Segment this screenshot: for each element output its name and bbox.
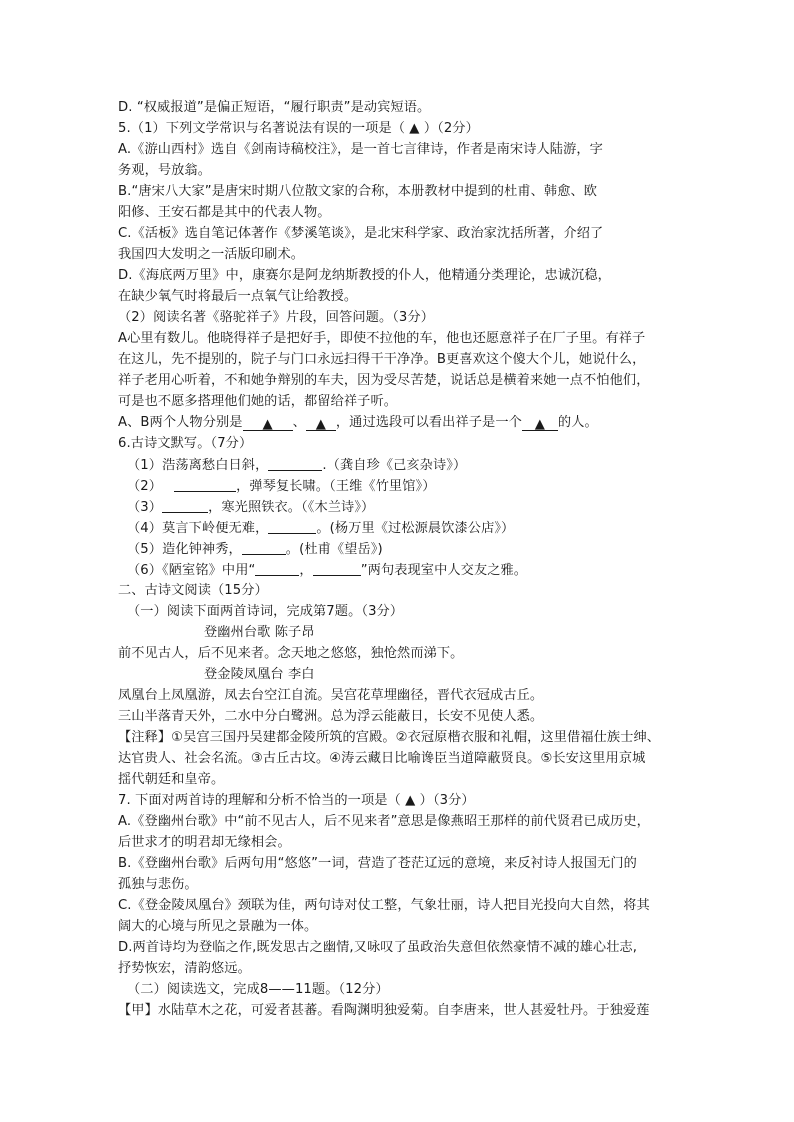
poem-2-text: 三山半落青天外，二水中分白鹭洲。总为浮云能蔽日，长安不见使人悉。: [118, 709, 544, 724]
q6-item-3: [127, 497, 374, 518]
poem-notes: 揺代朝廷和皇帝。: [118, 772, 225, 787]
poem-1-title: 登幽州台歌 陈子昂: [204, 625, 315, 640]
q7-option-c-cont: 阔大的心境与所见之景融为一体。: [118, 919, 318, 934]
q5-fill-separator: 、: [292, 415, 306, 430]
q7-option-d: D.两首诗均为登临之作,既发思古之幽情,又咏叹了虽政治失意但依然豪情不减的雄心壮志,: [118, 940, 638, 955]
section-2-part1-stem: （一）阅读下面两首诗词，完成第7题。（3分）: [127, 604, 404, 619]
q6-item-5-suffix: 。(杜甫《望岳》): [285, 542, 383, 557]
q7-option-b-cont: 孤独与悲伤。: [118, 877, 198, 892]
q5-fill-prefix: A、B两个人物分别是: [118, 415, 243, 430]
q5-fill-suffix: 的人。: [557, 415, 598, 430]
q5-fill-question: [118, 413, 598, 433]
passage-jia-line: 【甲】水陆草木之花，可爱者甚蕃。看陶渊明独爱菊。自李唐来，世人甚爱牡丹。于独爱莲: [118, 1003, 650, 1018]
answer-blank[interactable]: [255, 560, 299, 576]
poem-notes: 【注释】①吴宫三国丹吴建都金陵所筑的宫殿。②衣冠原楷衣服和礼帽，这里借福仕族士绅、: [118, 730, 661, 745]
q6-item-4: [127, 518, 514, 539]
answer-blank[interactable]: [268, 455, 322, 471]
answer-blank[interactable]: [268, 518, 316, 534]
q5-fill-middle: ，通过选段可以看出祥子是一个: [335, 415, 522, 430]
q6-item-2-suffix: ，弹琴复长啸。（王维《竹里馆》）: [236, 479, 436, 494]
section-2-title: 二、古诗文阅读（15分）: [118, 583, 268, 598]
q6-item-6-suffix: ”两句表现室中人交友之雅。: [360, 563, 528, 578]
q7-option-b: B.《登幽州台歌》后两句用“悠悠”一词，营造了苍茫辽远的意境，来反衬诗人报国无门的: [118, 856, 637, 871]
q5-excerpt-line: 在这儿，先不提别的，院子与门口永远扫得干干净净。B更喜欢这个傻大个儿，她说什么，: [118, 352, 646, 367]
q6-item-4-suffix: 。(杨万里《过松源晨饮漆公店》）: [316, 521, 515, 536]
q7-option-d-cont: 抒势恢宏，清韵悠远。: [118, 961, 251, 976]
answer-blank[interactable]: ▲: [306, 415, 336, 431]
poem-2-title: 登金陵凤凰台 李白: [204, 667, 315, 682]
q6-item-3-prefix: （3）: [127, 500, 163, 515]
q6-item-1: [127, 455, 466, 476]
answer-blank[interactable]: [242, 539, 286, 555]
q5-option-b-cont: 阳修、王安石都是其中的代表人物。: [118, 205, 331, 220]
q6-item-6: [127, 560, 527, 581]
q5-option-c: C.《活板》选自笔记体著作《梦溪笔谈》，是北宋科学家、政治家沈括所著，介绍了: [118, 226, 604, 241]
q5-excerpt-line: 可是也不愿多搭理他们她的话，都留给祥子听。: [118, 394, 398, 409]
q5-option-d-cont: 在缺少氧气时将最后一点氧气让给教授。: [118, 289, 358, 304]
q6-item-4-prefix: （4）莫言下岭便无难，: [127, 521, 269, 536]
q6-item-2: [127, 476, 435, 497]
q6-item-6-separator: ，: [299, 563, 313, 578]
poem-notes: 达官贵人、社会名流。③古丘古坟。④涛云藏日比喻谗臣当道障蔽贤良。⑤长安这里用京城: [118, 751, 646, 766]
q5-excerpt-line: A心里有数儿。他晓得祥子是把好手，即使不拉他的车，他也还愿意祥子在厂子里。有祥子: [118, 331, 646, 346]
q6-item-5: [127, 539, 383, 560]
q6-item-1-prefix: （1）浩荡离愁白日斜，: [127, 458, 269, 473]
q7-option-a: A.《登幽州台歌》中“前不见古人，后不见来者”意思是像燕昭王那样的前代贤君已成历史，: [118, 814, 650, 829]
section-2-part2-stem: （二）阅读选文，完成8——11题。（12分）: [127, 982, 389, 997]
q5-option-b: B.“唐宋八大家”是唐宋时期八位散文家的合称，本册教材中提到的杜甫、韩愈、欧: [118, 184, 598, 199]
answer-blank[interactable]: [162, 497, 208, 513]
q5-option-c-cont: 我国四大发明之一活版印刷术。: [118, 247, 305, 262]
q5-option-a-cont: 务观，号放翁。: [118, 163, 212, 178]
q5-part2-stem: （2）阅读名著《骆驼祥子》片段，回答问题。（3分）: [118, 310, 434, 325]
q6-stem: 6.古诗文默写。（7分）: [118, 436, 253, 451]
q6-item-6-prefix: （6）《陋室铭》中用“: [127, 563, 256, 578]
answer-blank[interactable]: ▲: [522, 415, 558, 431]
q5-option-d: D.《海底两万里》中，康赛尔是阿龙纳斯教授的仆人，他精通分类理论，忠诚沉稳，: [118, 268, 611, 283]
q5-stem: 5.（1）下列文学常识与名著说法有误的一项是（ ▲ ）（2分）: [118, 121, 479, 136]
q7-stem: 7. 下面对两首诗的理解和分析不恰当的一项是（ ▲ ）（3分）: [118, 793, 475, 808]
answer-blank[interactable]: [174, 476, 236, 492]
q6-item-5-prefix: （5）造化钟神秀，: [127, 542, 242, 557]
poem-1-text: 前不见古人，后不见来者。念天地之悠悠，独怆然而涕下。: [118, 646, 464, 661]
q5-option-a: A.《游山西村》选自《剑南诗稿校注》，是一首七言律诗，作者是南宋诗人陆游，字: [118, 142, 603, 157]
poem-2-text: 凤凰台上凤凰游，凤去台空江自流。吴宫花草埋幽径，晋代衣冠成古丘。: [118, 688, 544, 703]
q7-option-c: C.《登金陵凤凰台》颈联为佳，两句诗对仗工整，气象壮丽，诗人把目光投向大自然，将其: [118, 898, 650, 913]
q7-option-a-cont: 后世求才的明君却无缘相会。: [118, 835, 291, 850]
q6-item-2-prefix: （2）: [127, 479, 163, 494]
q6-item-3-suffix: ，寒光照铁衣。（《木兰诗》）: [208, 500, 375, 515]
q4-option-d: D. “权威报道”是偏正短语，“履行职责”是动宾短语。: [118, 100, 431, 115]
q6-item-1-suffix: .（龚自珍《己亥杂诗》）: [322, 458, 467, 473]
answer-blank[interactable]: ▲: [243, 415, 293, 431]
q5-excerpt-line: 祥子老用心听着，不和她争辩别的车夫，因为受尽苦楚，说话总是横着来她一点不怕他们，: [118, 373, 650, 388]
answer-blank[interactable]: [313, 560, 361, 576]
